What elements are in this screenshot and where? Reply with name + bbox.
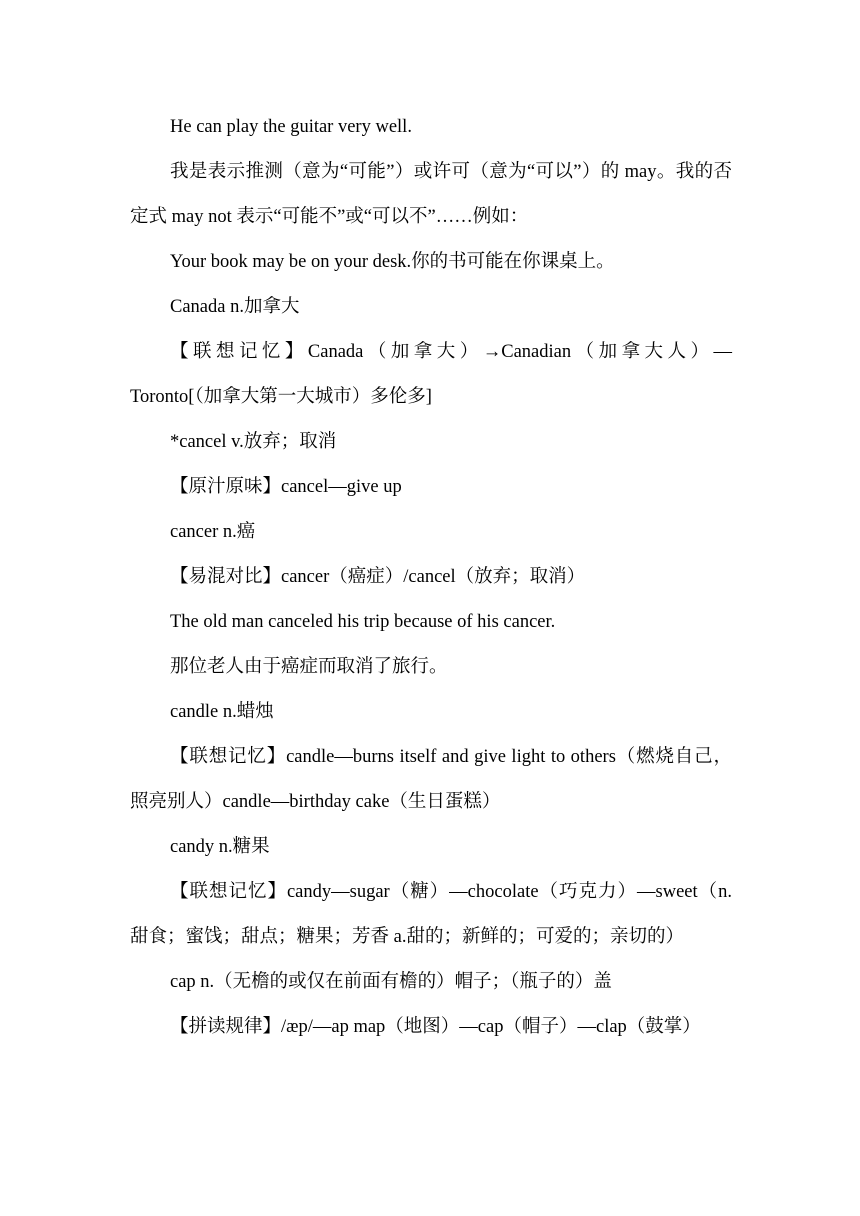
spelling-rule-cap: 【拼读规律】/æp/—ap map（地图）—cap（帽子）—clap（鼓掌） — [170, 1017, 701, 1037]
vocab-entry-candy: candy n.糖果 — [170, 837, 270, 857]
memory-note-candy: 【联想记忆】candy—sugar（糖）—chocolate（巧克力）—sweet（n.甜食；蜜饯；甜点；糖果；芳香 a.甜的；新鲜的；可爱的；亲切的） — [130, 882, 732, 947]
example-sentence-book: Your book may be on your desk.你的书可能在你课桌上。 — [170, 252, 615, 272]
vocab-entry-cap: cap n.（无檐的或仅在前面有檐的）帽子；（瓶子的）盖 — [170, 972, 612, 992]
memory-note-candle: 【联想记忆】candle—burns itself and give light to others（燃烧自己，照亮别人）candle—birthday cake（生日蛋糕） — [130, 747, 732, 812]
example-sentence-guitar: He can play the guitar very well. — [170, 117, 412, 137]
memory-note-canada: 【联想记忆】Canada（加拿大）→Canadian（加拿大人）—Toronto[（加拿大第一大城市）多伦多] — [130, 342, 732, 407]
example-translation-cancer: 那位老人由于癌症而取消了旅行。 — [170, 657, 448, 677]
vocab-entry-cancer: cancer n.癌 — [170, 522, 256, 542]
original-note-cancel: 【原汁原味】cancel—give up — [170, 477, 402, 497]
may-explanation-paragraph: 我是表示推测（意为“可能”）或许可（意为“可以”）的 may。我的否定式 may not 表示“可能不”或“可以不”……例如： — [130, 162, 732, 227]
contrast-note-cancer-cancel: 【易混对比】cancer（癌症）/cancel（放弃；取消） — [170, 567, 586, 587]
vocab-entry-cancel: *cancel v.放弃；取消 — [170, 432, 337, 452]
vocab-entry-canada: Canada n.加拿大 — [170, 297, 300, 317]
vocab-entry-candle: candle n.蜡烛 — [170, 702, 274, 722]
example-sentence-cancer: The old man canceled his trip because of his cancer. — [170, 612, 556, 632]
document-body — [130, 105, 732, 1050]
